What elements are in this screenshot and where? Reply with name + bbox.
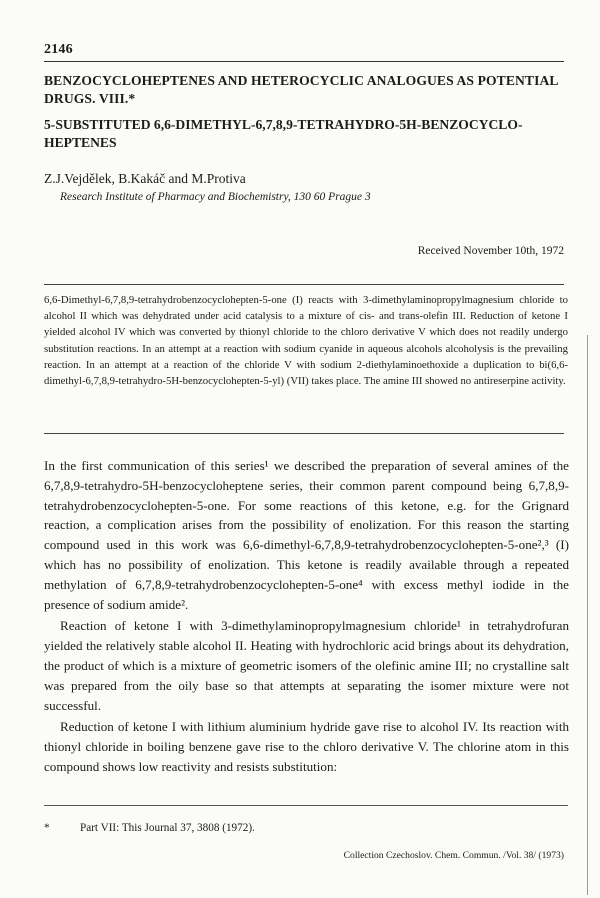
authors: Z.J.Vejdělek, B.Kakáč and M.Protiva [44, 171, 246, 186]
body-text [44, 456, 569, 777]
received-date: Received November 10th, 1972 [417, 245, 564, 257]
page-number: 2146 [44, 42, 73, 57]
footnote [44, 822, 255, 834]
footnote-text: Part VII: This Journal 37, 3808 (1972). [80, 822, 255, 834]
article-subtitle: 5-SUBSTITUTED 6,6-DIMETHYL-6,7,8,9-TETRAHYDRO-5H-BENZOCYCLO-HEPTENES [44, 117, 523, 150]
header-rule [44, 61, 564, 62]
footnote-mark: * [44, 822, 50, 834]
article-title: BENZOCYCLOHEPTENES AND HETEROCYCLIC ANALOGUES AS POTENTIAL DRUGS. VIII.* [44, 73, 558, 106]
body-paragraph: In the first communication of this series¹ we described the preparation of several amines of the 6,7,8,9-tetrahydro-5H-benzocycloheptene series, their common parent compound being 6,7,8,9-tetrahydrobenzocyclohepten-5-one. For some reactions of this ketone, e.g. for the Grignard reaction, a complication arises from the possibility of enolization. For this reason the starting compound used in this work was 6,6-dimethyl-6,7,8,9-tetrahydrobenzocyclohepten-5-one²,³ (I) which has no possibility of enolization. This ketone is readily available through a repeated methylation of 6,7,8,9-tetrahydrobenzocyclohepten-5-one⁴ with excess methyl iodide in the presence of sodium amide². [44, 458, 569, 612]
body-paragraph: Reaction of ketone I with 3-dimethylaminopropylmagnesium chloride¹ in tetrahydrofuran yielded the relatively stable alcohol II. Heating with hydrochloric acid brings about its dehydration, the product of which is a mixture of geometric isomers of the olefinic amine III; no crystalline salt was prepared from the oily base so that attempts at separating the isomer mixture were not successful. [44, 618, 569, 713]
abstract: 6,6-Dimethyl-6,7,8,9-tetrahydrobenzocyclohepten-5-one (I) reacts with 3-dimethylaminopropylmagnesium chloride to alcohol II which was dehydrated under acid catalysis to a mixture of cis- and trans-olefin III. Reduction of ketone I yielded alcohol IV which was converted by thionyl chloride to the chloro derivative V which does not readily undergo substitution reactions. In an attempt at a reaction with sodium cyanide in aqueous alcohols alcoholysis is the prevailing reaction. In an attempt at a reaction of the chloride V with sodium 2-diethylaminoethoxide a duplication to bi(6,6-dimethyl-6,7,8,9-tetrahydro-5H-benzocyclohepten-5-yl) (VII) takes place. The amine III showed no antireserpine activity. [44, 294, 568, 388]
scan-edge-line [587, 335, 588, 895]
affiliation: Research Institute of Pharmacy and Biochemistry, 130 60 Prague 3 [60, 191, 371, 203]
abstract-rule-top [44, 284, 564, 285]
body-paragraph: Reduction of ketone I with lithium aluminium hydride gave rise to alcohol IV. Its reaction with thionyl chloride in boiling benzene gave rise to the chloro derivative V. The chlorine atom in this compound shows low reactivity and resists substitution: [44, 719, 569, 774]
abstract-rule-bottom [44, 433, 564, 434]
journal-footer: Collection Czechoslov. Chem. Commun. /Vol. 38/ (1973) [343, 850, 564, 861]
footnote-rule [44, 805, 568, 806]
